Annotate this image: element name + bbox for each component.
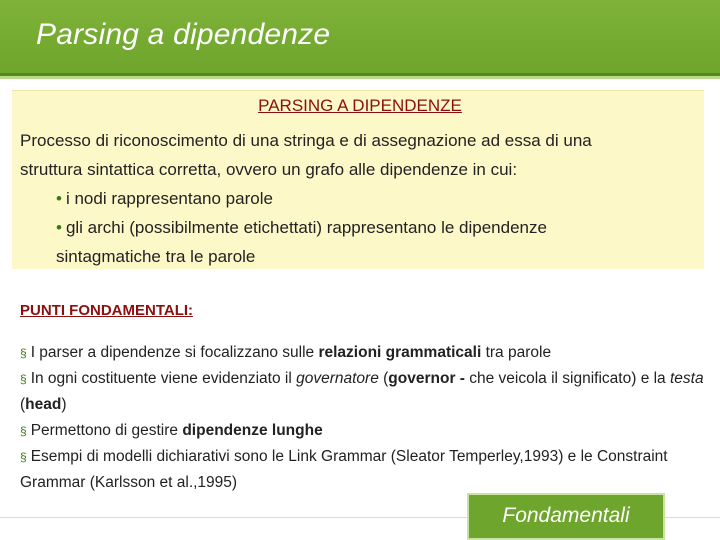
key-point: § I parser a dipendenze si focalizzano sulle relazioni grammaticali tra parole: [20, 344, 552, 361]
key-point: § In ogni costituente viene evidenziato il governatore (governor - che veicola il significato) e la testa (head): [20, 370, 704, 413]
footer-label: Fondamentali: [502, 504, 630, 527]
square-bullet-icon: §: [20, 346, 27, 360]
bullet-text: i nodi rappresentano parole: [65, 189, 273, 208]
definition-heading: PARSING A DIPENDENZE: [258, 96, 462, 115]
definition-bullet: [20, 184, 704, 213]
definition-bullet: [20, 213, 704, 242]
key-point: § Esempi di modelli dichiarativi sono le Link Grammar (Sleator Temperley,1993) e le Constraint Grammar (Karlsson et al.,1995): [20, 448, 668, 491]
bullet-dot-icon: •: [56, 218, 62, 237]
key-points-heading: PUNTI FONDAMENTALI:: [20, 302, 194, 319]
square-bullet-icon: §: [20, 450, 27, 464]
key-points-list: [20, 340, 710, 496]
title-divider: [0, 76, 720, 79]
bullet-continuation: sintagmatiche tra le parole: [56, 247, 256, 266]
square-bullet-icon: §: [20, 424, 27, 438]
bullet-dot-icon: •: [56, 189, 62, 208]
square-bullet-icon: §: [20, 372, 27, 386]
slide-title: Parsing a dipendenze: [36, 18, 331, 51]
definition-line: struttura sintattica corretta, ovvero un grafo alle dipendenze in cui:: [20, 160, 518, 179]
definition-line: Processo di riconoscimento di una stringa e di assegnazione ad essa di una: [20, 131, 592, 150]
bullet-text: gli archi (possibilmente etichettati) rappresentano le dipendenze: [65, 218, 547, 237]
key-point: § Permettono di gestire dipendenze lunghe: [20, 422, 323, 439]
definition-body: [20, 126, 704, 271]
